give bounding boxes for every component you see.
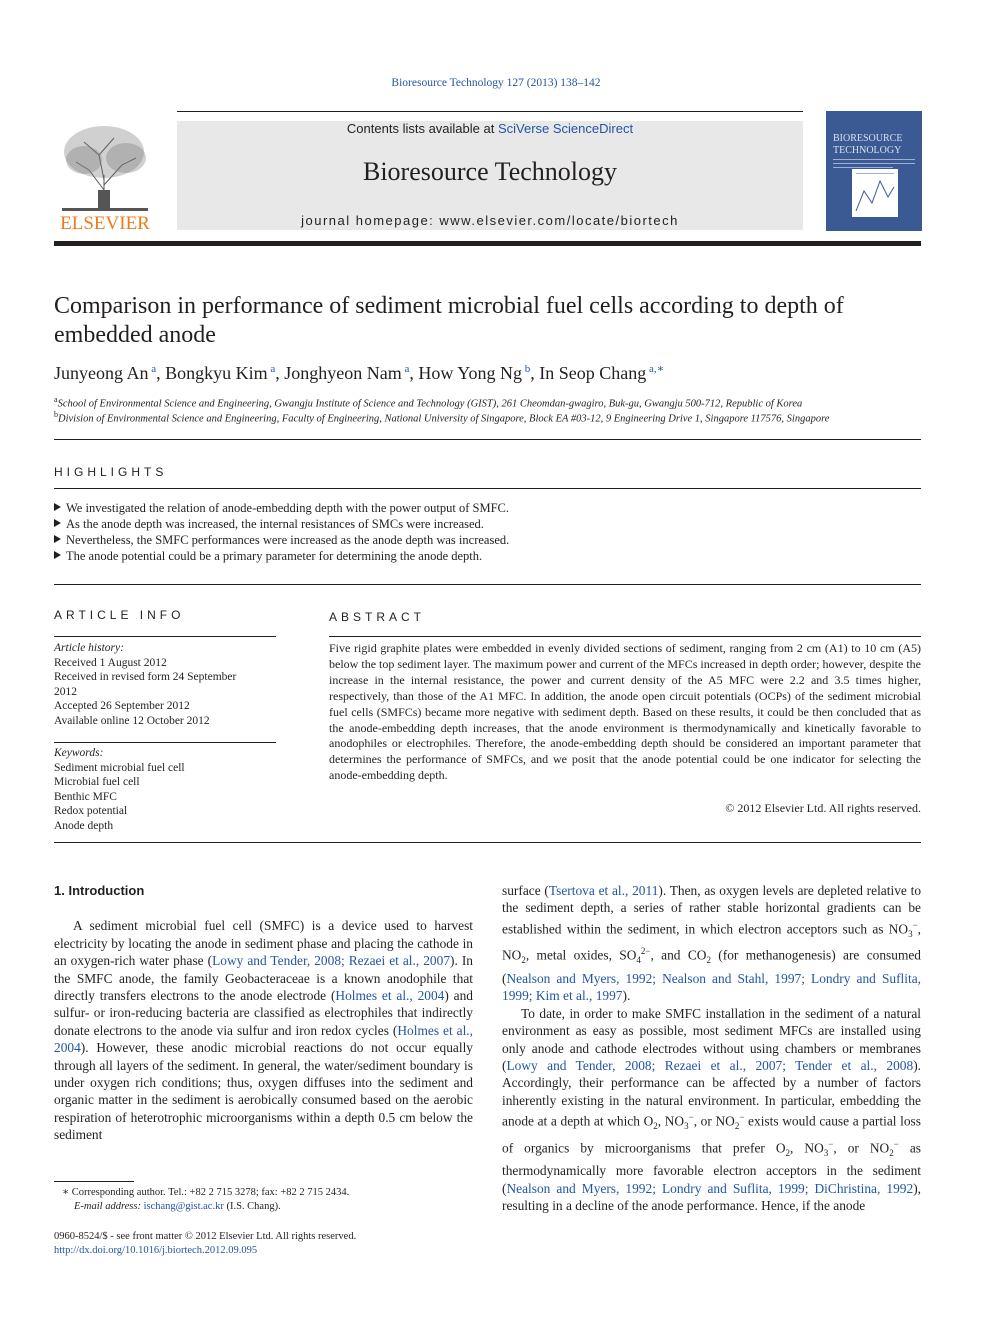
affiliation-mark: b: [54, 410, 58, 419]
superscript: −: [893, 1138, 899, 1149]
subscript: 3: [823, 1147, 829, 1158]
reference-link[interactable]: Holmes et al., 2004: [54, 1022, 473, 1056]
subscript: 2: [706, 955, 711, 966]
abstract-text: Five rigid graphite plates were embedded in evenly divided sections of sediment, ranging from 2 cm (A1) to 10 cm (A5) below the top sediment layer. The maximum power and current of the MFCs increased in depth order; however, despite the increase in the internal resistance, the power and current density of the A5 MFC were 2.2 and 3.5 times higher, respectively, than those of the A1 MFC. In addition, the anode open circuit potentials (OCPs) of the sediment microbial fuel cells (SMFCs) became more negative with sediment depth. Based on these results, it could be then concluded that as the anode-embedding depth increases, that the anode environment is thermodynamically and kinetically favorable to anodophiles or electrophiles. Therefore, the anode-embedding depth should be considered an important parameter that determines the performance of SMFCs, and we posit that the anode potential could be one indicator for selecting the anode-embedding depth.: [329, 641, 921, 783]
subscript: 3: [908, 928, 913, 939]
author-name: Junyeong An: [54, 363, 149, 383]
email-link[interactable]: ischang@gist.ac.kr: [143, 1201, 224, 1212]
author-affiliation-mark[interactable]: a: [267, 363, 276, 375]
paragraph: A sediment microbial fuel cell (SMFC) is a device used to harvest electricity by locating the anode in sediment phase and placing the cathode in an oxygen-rich water phase (Lowy and Tender, 2008; Rezaei et al., 2007). In the SMFC anode, the family Geobacteraceae is a known anodophile that directly transfers electrons to the anode electrode (Holmes et al., 2004) and sulfur- or iron-reducing bacteria are classified as electrophiles that indirectly donate electrons to the anode via sulfur and iron redox cycles (Holmes et al., 2004). However, these anodic microbial reactions do not occur equally through all layers of the sediment. In general, the water/sediment boundary is under oxygen rich conditions; thus, oxygen diffuses into the sediment and organic matter in the sediment is aerobically consumed based on the aerobic respiration of heterotrophic microorganisms within a depth 0.5 cm below the sediment: [54, 918, 473, 1143]
superscript: −: [688, 1112, 694, 1123]
keyword: Benthic MFC: [54, 790, 117, 803]
article-history: [54, 641, 236, 729]
abstract-heading: ABSTRACT: [329, 610, 426, 624]
paragraph: To date, in order to make SMFC installation in the sediment of a natural environment as easy as possible, most sediment MFCs are installed using only anode and cathode electrodes without using chambers or membranes (Lowy and Tender, 2008; Rezaei et al., 2007; Tender et al., 2008). Accordingly, their performance can be affected by a number of factors inherently existing in the natural environment. In particular, embedding the anode at a depth at which $O_2$, $NO_3^-$, or $NO_2^-$ exists would cause a partial loss of organics by microorganisms that prefer $O_2$, $NO_3^-$, or $NO_2^-$ as thermodynamically more favorable electron acceptors in the sediment (Nealson and Myers, 1992; Londry and Suflita, 1999; DiChristina, 1992), resulting in a decline of the anode performance. Hence, if the anode: [502, 1005, 921, 1214]
doi-link[interactable]: http://dx.doi.org/10.1016/j.biortech.2012.09.095: [54, 1245, 258, 1256]
affiliation-text: Division of Environmental Science and Engineering, Faculty of Engineering, National University of Singapore, Block EA #03-12, 9 Engineering Drive 1, Singapore 117576, Singapore: [58, 413, 830, 425]
author-affiliation-mark[interactable]: a: [401, 363, 410, 375]
footnote-rule: [54, 1181, 134, 1182]
affiliation-text: School of Environmental Science and Engineering, Gwangju Institute of Science and Technology (GIST), 261 Cheomdan-gwagiro, Buk-gu, Gwangju 500-712, Republic of Korea: [57, 398, 803, 410]
body-left-column: [54, 882, 473, 1144]
reference-link[interactable]: Nealson and Myers, 1992; Londry and Suflita, 1999; DiChristina, 1992: [506, 1180, 914, 1196]
cover-image: [826, 111, 922, 231]
elsevier-tree-icon: [54, 120, 156, 232]
superscript: −: [828, 1138, 834, 1149]
subscript: 3: [684, 1121, 689, 1132]
highlight-item: The anode potential could be a primary parameter for determining the anode depth.: [54, 549, 482, 564]
contents-prefix: Contents lists available at: [346, 121, 498, 136]
subscript: 2: [521, 955, 526, 966]
email-note: [74, 1201, 281, 1212]
sciencedirect-link[interactable]: SciVerse ScienceDirect: [497, 121, 634, 136]
subscript: 2: [785, 1147, 791, 1158]
contents-line: [177, 121, 803, 136]
reference-link[interactable]: Tsertova et al., 2011: [548, 883, 659, 898]
elsevier-wordmark: ELSEVIER: [60, 213, 150, 232]
history-line: Accepted 26 September 2012: [54, 700, 190, 713]
reference-link[interactable]: Lowy and Tender, 2008; Rezaei et al., 2007; Tender et al., 2008: [506, 1057, 914, 1073]
keyword: Sediment microbial fuel cell: [54, 761, 185, 774]
subscript: 2: [889, 1147, 894, 1158]
svg-text:BIORESOURCE: BIORESOURCE: [833, 133, 903, 144]
subscript: 4: [636, 955, 641, 966]
abstract-bottom-rule: [54, 842, 921, 843]
superscript: −: [912, 919, 918, 930]
bullet-triangle-icon: [54, 551, 61, 559]
highlights-heading: HIGHLIGHTS: [54, 465, 168, 479]
subscript: 2: [734, 1121, 740, 1132]
journal-title: Bioresource Technology: [362, 157, 618, 186]
abstract-rule: [329, 636, 921, 637]
svg-text:TECHNOLOGY: TECHNOLOGY: [833, 145, 902, 156]
author-affiliation-mark[interactable]: a: [148, 363, 157, 375]
history-line: Available online 12 October 2012: [54, 714, 210, 727]
article-info-rule: [54, 636, 276, 637]
subscript: 2: [653, 1121, 658, 1132]
history-line: Received 1 August 2012: [54, 656, 167, 669]
author-affiliation-mark[interactable]: a,∗: [646, 363, 665, 375]
reference-link[interactable]: Holmes et al., 2004: [335, 988, 445, 1004]
author-name: How Yong Ng: [418, 363, 522, 383]
journal-citation[interactable]: Bioresource Technology 127 (2013) 138–142: [391, 77, 601, 89]
bullet-triangle-icon: [54, 535, 61, 543]
email-suffix: (I.S. Chang).: [223, 1201, 281, 1212]
header-thick-rule: [54, 241, 921, 246]
bullet-triangle-icon: [54, 503, 61, 511]
reference-link[interactable]: Lowy and Tender, 2008; Rezaei et al., 2007: [212, 953, 451, 969]
keyword: Redox potential: [54, 805, 128, 818]
article-info-heading: ARTICLE INFO: [54, 608, 185, 622]
highlights-rule: [54, 488, 921, 489]
affiliation-mark: a: [54, 395, 58, 404]
history-line: 2012: [54, 685, 77, 698]
keyword: Anode depth: [54, 819, 114, 832]
history-label: Article history:: [54, 642, 124, 654]
author-name: Bongkyu Kim: [165, 363, 268, 383]
journal-cover-thumbnail[interactable]: [826, 111, 922, 231]
highlight-item: Nevertheless, the SMFC performances were increased as the anode depth was increased.: [54, 533, 509, 548]
highlight-item: We investigated the relation of anode-embedding depth with the power output of SMFC.: [54, 501, 509, 516]
keywords-label: Keywords:: [54, 747, 104, 759]
keywords-rule: [54, 742, 276, 743]
journal-homepage[interactable]: journal homepage: www.elsevier.com/locate/biortech: [301, 213, 679, 228]
issn-line: 0960-8524/$ - see front matter © 2012 Elsevier Ltd. All rights reserved.: [54, 1231, 357, 1242]
keyword: Microbial fuel cell: [54, 776, 140, 789]
highlight-item: As the anode depth was increased, the internal resistances of SMCs were increased.: [54, 517, 484, 532]
author-name: In Seop Chang: [539, 363, 647, 383]
author-list: Junyeong An $^a$, Bongkyu Kim $^a$, Jonghyeon Nam $^a$, How Yong Ng $^b$, In Seop Chang $^{a,∗}$: [54, 363, 665, 383]
elsevier-logo[interactable]: [54, 120, 156, 232]
section-heading: 1. Introduction: [54, 883, 145, 898]
author-name: Jonghyeon Nam: [284, 363, 402, 383]
article-title: Comparison in performance of sediment microbial fuel cells according to depth of embedded anode: [54, 293, 844, 348]
author-affiliation-mark[interactable]: b: [521, 363, 531, 375]
corresponding-author-note: ∗ Corresponding author. Tel.: +82 2 715 3278; fax: +82 2 715 2434.: [62, 1187, 350, 1198]
superscript: 2−: [640, 946, 651, 957]
abstract-copyright: © 2012 Elsevier Ltd. All rights reserved.: [725, 801, 921, 815]
paragraph: surface (Tsertova et al., 2011). Then, as oxygen levels are depleted relative to the sediment depth, a series of rather stable horizontal gradients can be established within the sediment, in which electron acceptors such as $NO_3^-$, $NO_2$, metal oxides, $SO_4^{2-}$, and $CO_2$ (for methanogenesis) are consumed (Nealson and Myers, 1992; Nealson and Stahl, 1997; Londry and Suflita, 1999; Kim et al., 1997).: [502, 883, 922, 1004]
highlights-bottom-rule: [54, 584, 921, 585]
body-right-column: [502, 882, 921, 1214]
history-line: Received in revised form 24 September: [54, 671, 237, 684]
affiliation-b: [54, 410, 829, 425]
journal-banner: [177, 121, 803, 230]
bullet-triangle-icon: [54, 519, 61, 527]
email-label: E-mail address:: [74, 1201, 144, 1212]
superscript: −: [739, 1112, 745, 1123]
reference-link[interactable]: Nealson and Myers, 1992; Nealson and Stahl, 1997; Londry and Suflita, 1999; Kim et al., 1997: [502, 970, 921, 1004]
affiliation-rule: [54, 439, 921, 440]
keywords-block: [54, 746, 185, 834]
affiliation-a: [54, 395, 802, 410]
header-top-rule: [177, 111, 803, 112]
